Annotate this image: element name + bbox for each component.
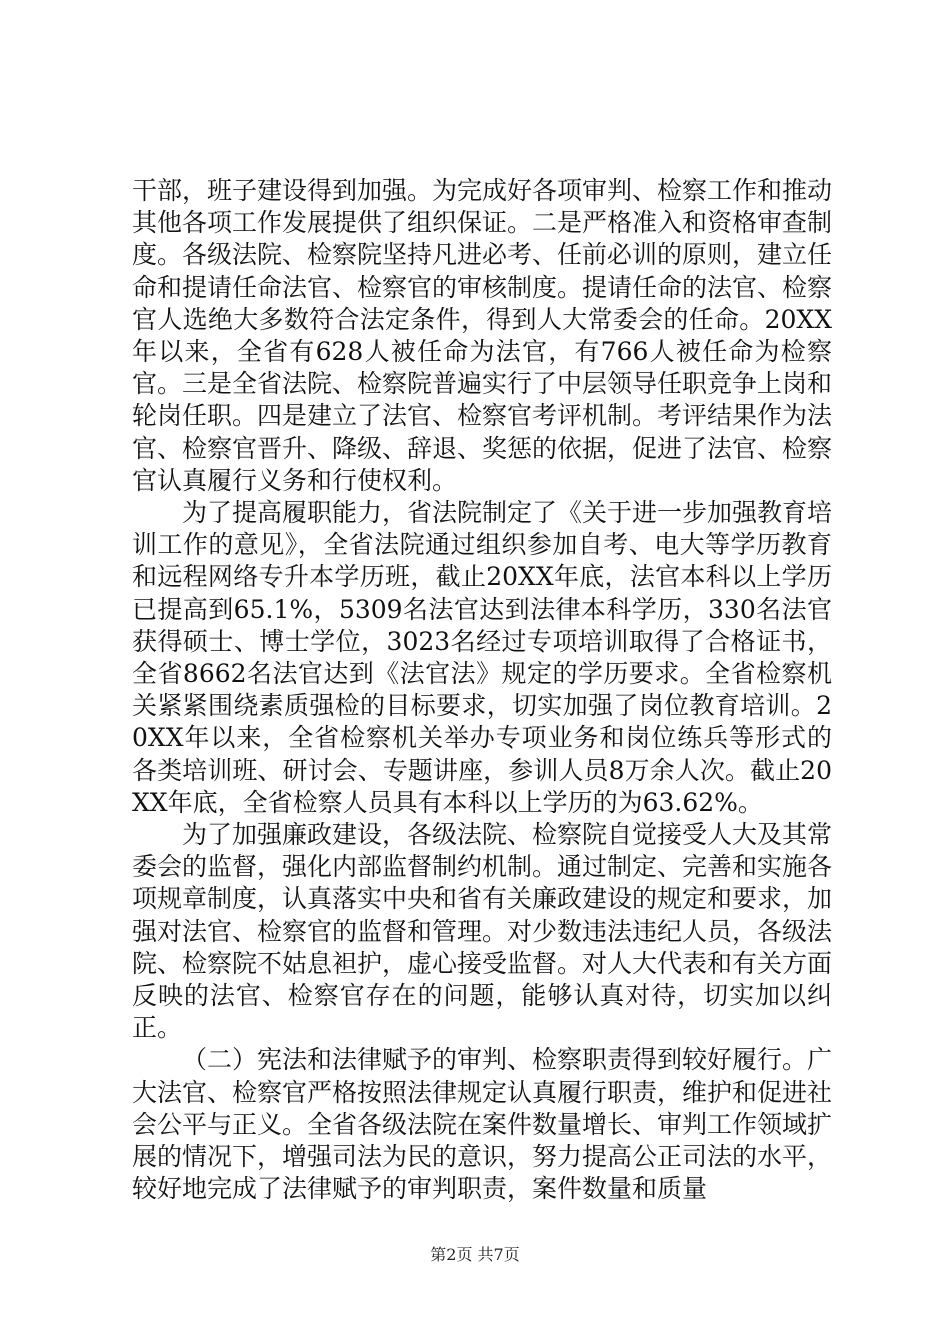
page-footer: 第2页 共7页 bbox=[430, 1245, 520, 1264]
paragraph-duties: （二）宪法和法律赋予的审判、检察职责得到较好履行。广大法官、检察官严格按照法律规定认真履行职责，维护和促进社会公平与正义。全省各级法院在案件数量增长、审判工作领域扩展的情况下，增强司法为民的意识，努力提高公正司法的水平，较好地完成了法律赋予的审判职责，案件数量和质量 bbox=[132, 1045, 833, 1204]
paragraph-integrity: 为了加强廉政建设，各级法院、检察院自觉接受人大及其常委会的监督，强化内部监督制约机制。通过制定、完善和实施各项规章制度，认真落实中央和省有关廉政建设的规定和要求，加强对法官、检察官的监督和管理。对少数违法违纪人员，各级法院、检察院不姑息袒护，虚心接受监督。对人大代表和有关方面反映的法官、检察官存在的问题，能够认真对待，切实加以纠正。 bbox=[132, 820, 833, 1043]
paragraph-continuation: 干部，班子建设得到加强。为完成好各项审判、检察工作和推动其他各项工作发展提供了组织保证。二是严格准入和资格审查制度。各级法院、检察院坚持凡进必考、任前必训的原则，建立任命和提请任命法官、检察官的审核制度。提请任命的法官、检察官人选绝大多数符合法定条件，得到人大常委会的任命。20XX年以来，全省有628人被任命为法官，有766人被任命为检察官。三是全省法院、检察院普遍实行了中层领导任职竞争上岗和轮岗任职。四是建立了法官、检察官考评机制。考评结果作为法官、检察官晋升、降级、辞退、奖惩的依据，促进了法官、检察官认真履行义务和行使权利。 bbox=[132, 176, 833, 495]
paragraph-training: 为了提高履职能力，省法院制定了《关于进一步加强教育培训工作的意见》，全省法院通过组织参加自考、电大等学历教育和远程网络专升本学历班，截止20XX年底，法官本科以上学历已提高到65.1%，5309名法官达到法律本科学历，330名法官获得硕士、博士学位，3023名经过专项培训取得了合格证书，全省8662名法官达到《法官法》规定的学历要求。全省检察机关紧紧围绕素质强检的目标要求，切实加强了岗位教育培训。20XX年以来，全省检察机关举办专项业务和岗位练兵等形式的各类培训班、研讨会、专题讲座，参训人员8万余人次。截止20XX年底，全省检察人员具有本科以上学历的为63.62%。 bbox=[132, 498, 833, 817]
document-body bbox=[132, 175, 832, 1206]
